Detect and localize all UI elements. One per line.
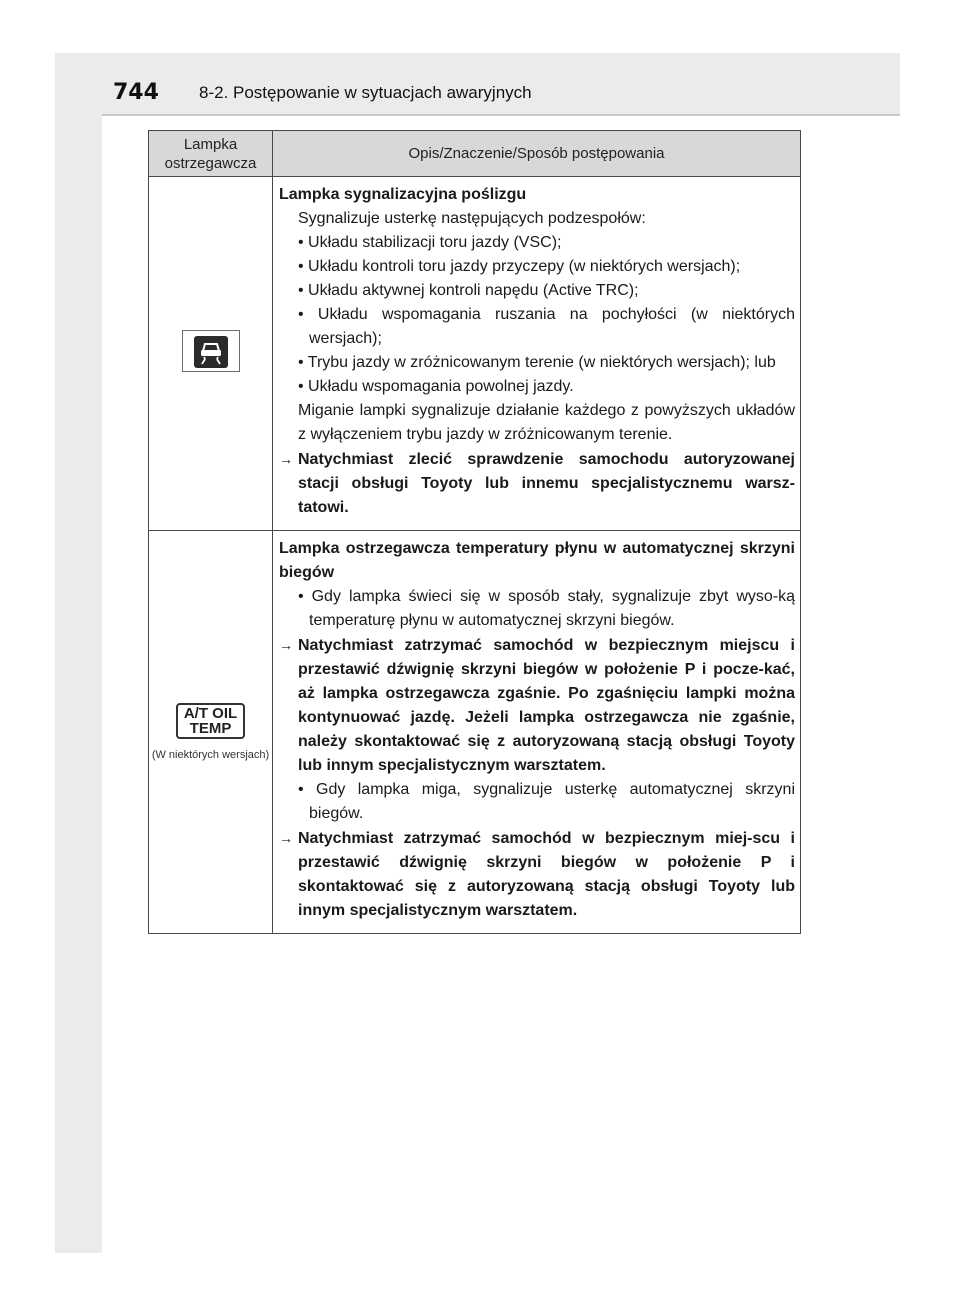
lamp-icon-cell: [149, 531, 273, 934]
table-header-row: [149, 131, 801, 177]
page-number: 744: [113, 80, 159, 105]
column-header-description: Opis/Znaczenie/Sposób postępowania: [273, 131, 801, 177]
slip-indicator-icon: [182, 330, 240, 372]
table-row: [149, 531, 801, 934]
icon-note: (W niektórych wersjach): [151, 748, 270, 761]
list-item: • Gdy lampka miga, sygnalizuje usterkę automatycznej skrzyni biegów.: [298, 781, 795, 822]
list-item: • Gdy lampka świeci się w sposób stały, sygnalizuje zbyt wyso-ką temperaturę płynu w automatycznej skrzyni biegów.: [298, 588, 795, 629]
column-header-lamp: Lampka ostrzegawcza: [149, 131, 273, 177]
lamp-description-cell: [273, 177, 801, 531]
list-item: • Układu kontroli toru jazdy przyczepy (w niektórych wersjach);: [298, 258, 741, 275]
section-title: 8-2. Postępowanie w sytuacjach awaryjnych: [199, 83, 532, 102]
lamp-title: Lampka ostrzegawcza temperatury płynu w automatycznej skrzyni biegów: [279, 540, 795, 581]
lamp-title: Lampka sygnalizacyjna poślizgu: [279, 186, 527, 203]
lamp-icon-cell: [149, 177, 273, 531]
arrow-right-icon: →: [279, 830, 293, 846]
action-instruction: → Natychmiast zatrzymać samochód w bezpiecznym miejscu i przestawić dźwignię skrzyni biegów w położenie P i pocze-kać, aż lampka ostrzegawcza zgaśnie. Po zgaśnięciu lampki można kontynuować jazdę. Jeżeli lampka ostrzegawcza nie zgaśnie, należy skontaktować się z autoryzowaną stacją obsługi Toyoty lub innym specjalistycznym warsztatem.: [279, 633, 795, 778]
list-item: • Układu wspomagania powolnej jazdy.: [298, 378, 574, 395]
warning-lamp-table: [148, 130, 801, 934]
list-item: • Układu wspomagania ruszania na pochyłości (w niektórych wersjach);: [298, 306, 795, 347]
action-instruction: → Natychmiast zlecić sprawdzenie samochodu autoryzowanej stacji obsługi Toyoty lub innemu specjalistycznemu warsz-tatowi.: [279, 447, 795, 520]
action-instruction: → Natychmiast zatrzymać samochód w bezpiecznym miej-scu i przestawić dźwignię skrzyni biegów w położenie P i skontaktować się z autoryzowaną stacją obsługi Toyoty lub innym specjalistycznym warsztatem.: [279, 826, 795, 923]
lamp-note: Miganie lampki sygnalizuje działanie każdego z powyższych układów z wyłączeniem trybu jazdy w zróżnicowanym terenie.: [298, 402, 795, 443]
arrow-right-icon: →: [279, 637, 293, 653]
at-oil-temp-icon: [176, 703, 245, 739]
list-item: • Układu stabilizacji toru jazdy (VSC);: [298, 234, 562, 251]
lamp-intro: Sygnalizuje usterkę następujących podzespołów:: [298, 210, 646, 227]
table-row: [149, 177, 801, 531]
arrow-right-icon: →: [279, 451, 293, 467]
header-divider: [102, 114, 900, 116]
lamp-description-cell: [273, 531, 801, 934]
at-oil-temp-icon-text-1: A/T OIL: [183, 704, 238, 722]
list-item: • Układu aktywnej kontroli napędu (Active TRC);: [298, 282, 639, 299]
side-band: [55, 53, 102, 1253]
at-oil-temp-icon-text-2: TEMP: [189, 719, 232, 737]
list-item: • Trybu jazdy w zróżnicowanym terenie (w niektórych wersjach); lub: [298, 354, 776, 371]
